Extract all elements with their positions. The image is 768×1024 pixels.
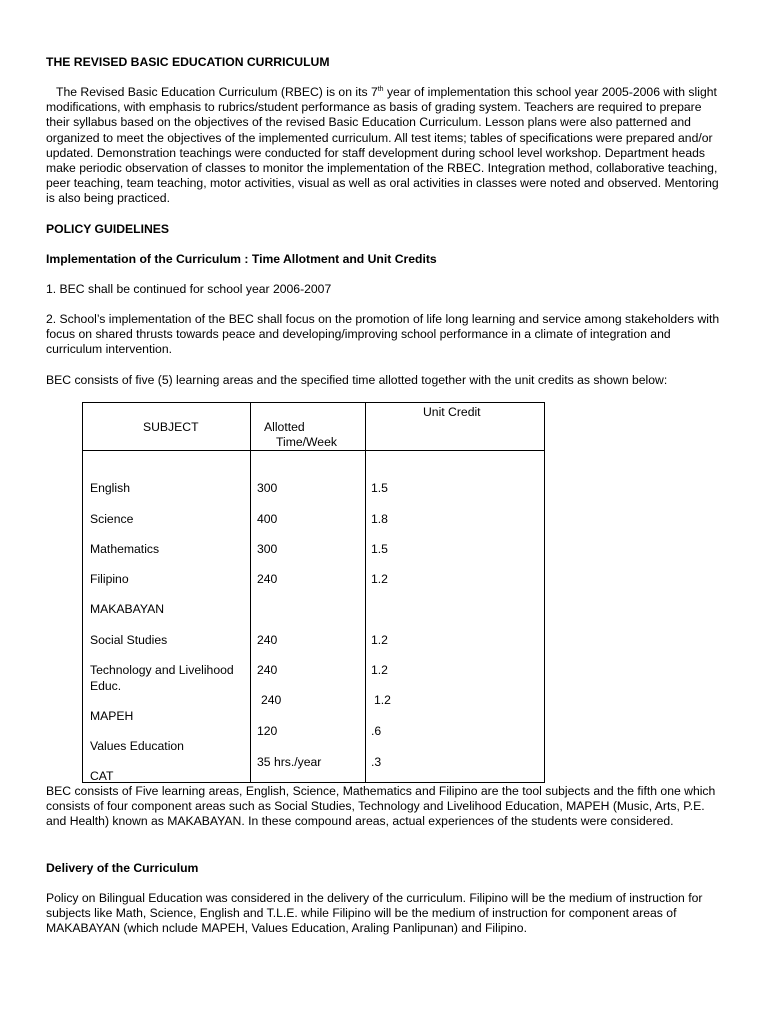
time-cell: 120 <box>257 724 278 738</box>
subject-cell: MAKABAYAN <box>90 602 165 616</box>
time-cell: 240 <box>261 693 282 707</box>
header-unit-credit: Unit Credit <box>423 405 481 419</box>
table-column-divider <box>365 403 366 782</box>
credit-cell: 1.8 <box>371 512 388 526</box>
credit-cell: 1.2 <box>371 663 388 677</box>
header-time-week: Time/Week <box>276 435 337 449</box>
intro-part2: year of implementation this school year 2005-2006 with slight modifications, with emphasis to rubrics/student performance as basis of grading system. Teachers are required to prepare their syllabus based on the objectives of the revised Basic Education Curriculum. Lesson plans were also patterned and organized to meet the objectives of the implemented curriculum. All test items; tables of specifications were prepared and/or updated. Demonstration teachings were conducted for staff development during school level workshop. Department heads make periodic observation of classes to monitor the implementation of the RBEC. Integration method, collaborative teaching, peer teaching, team teaching, motor activities, visual as well as oral activities in classes were noted and observed. Mentoring is also being practiced. <box>46 85 719 206</box>
document-title: THE REVISED BASIC EDUCATION CURRICULUM <box>46 55 330 69</box>
subject-cell: Educ. <box>90 679 122 693</box>
credit-cell: 1.5 <box>371 542 388 556</box>
intro-part1: The Revised Basic Education Curriculum (RBEC) is on its 7 <box>56 85 378 99</box>
subject-cell: Social Studies <box>90 633 168 647</box>
subject-cell: MAPEH <box>90 709 134 723</box>
time-cell: 240 <box>257 572 278 586</box>
delivery-heading: Delivery of the Curriculum <box>46 861 199 875</box>
subject-cell: Values Education <box>90 739 184 753</box>
implementation-heading: Implementation of the Curriculum : Time Allotment and Unit Credits <box>46 252 437 266</box>
subject-cell: CAT <box>90 769 114 783</box>
time-cell: 35 hrs./year <box>257 755 322 769</box>
header-subject: SUBJECT <box>143 420 199 434</box>
time-cell: 240 <box>257 663 278 677</box>
table-column-divider <box>250 403 251 782</box>
time-cell: 240 <box>257 633 278 647</box>
header-allotted: Allotted <box>264 420 305 434</box>
policy-heading: POLICY GUIDELINES <box>46 222 170 236</box>
subject-table <box>82 402 545 783</box>
credit-cell: 1.2 <box>371 633 388 647</box>
intro-paragraph <box>46 85 722 207</box>
credit-cell: 1.2 <box>371 572 388 586</box>
credit-cell: 1.5 <box>371 481 388 495</box>
time-cell: 300 <box>257 542 278 556</box>
subject-cell: Science <box>90 512 134 526</box>
time-cell: 300 <box>257 481 278 495</box>
table-intro: BEC consists of five (5) learning areas and the specified time allotted together with the unit credits as shown below: <box>46 373 668 387</box>
subject-cell: Filipino <box>90 572 129 586</box>
subject-cell: English <box>90 481 130 495</box>
list-item-1: 1. BEC shall be continued for school year 2006-2007 <box>46 282 332 296</box>
credit-cell: .3 <box>371 755 382 769</box>
subject-cell: Technology and Livelihood <box>90 663 234 677</box>
after-table-paragraph: BEC consists of Five learning areas, English, Science, Mathematics and Filipino are the tool subjects and the fifth one which consists of four component areas such as Social Studies, Technology and Livelihood Education, MAPEH (Music, Arts, P.E. and Health) known as MAKABAYAN. In these compound areas, actual experiences of the students were considered. <box>46 784 716 829</box>
intro-superscript: th <box>377 85 384 93</box>
list-item-2: 2. School’s implementation of the BEC shall focus on the promotion of life long learning and service among stakeholders with focus on shared thrusts towards peace and developing/improving school performance in a climate of integration and curriculum intervention. <box>46 312 720 357</box>
credit-cell: .6 <box>371 724 382 738</box>
subject-cell: Mathematics <box>90 542 160 556</box>
delivery-paragraph: Policy on Bilingual Education was considered in the delivery of the curriculum. Filipino will be the medium of instruction for subjects like Math, Science, English and T.L.E. while Filipino will be the medium of instruction for component areas of MAKABAYAN (which nclude MAPEH, Values Education, Araling Panlipunan) and Filipino. <box>46 891 703 936</box>
time-cell: 400 <box>257 512 278 526</box>
credit-cell: 1.2 <box>374 693 391 707</box>
